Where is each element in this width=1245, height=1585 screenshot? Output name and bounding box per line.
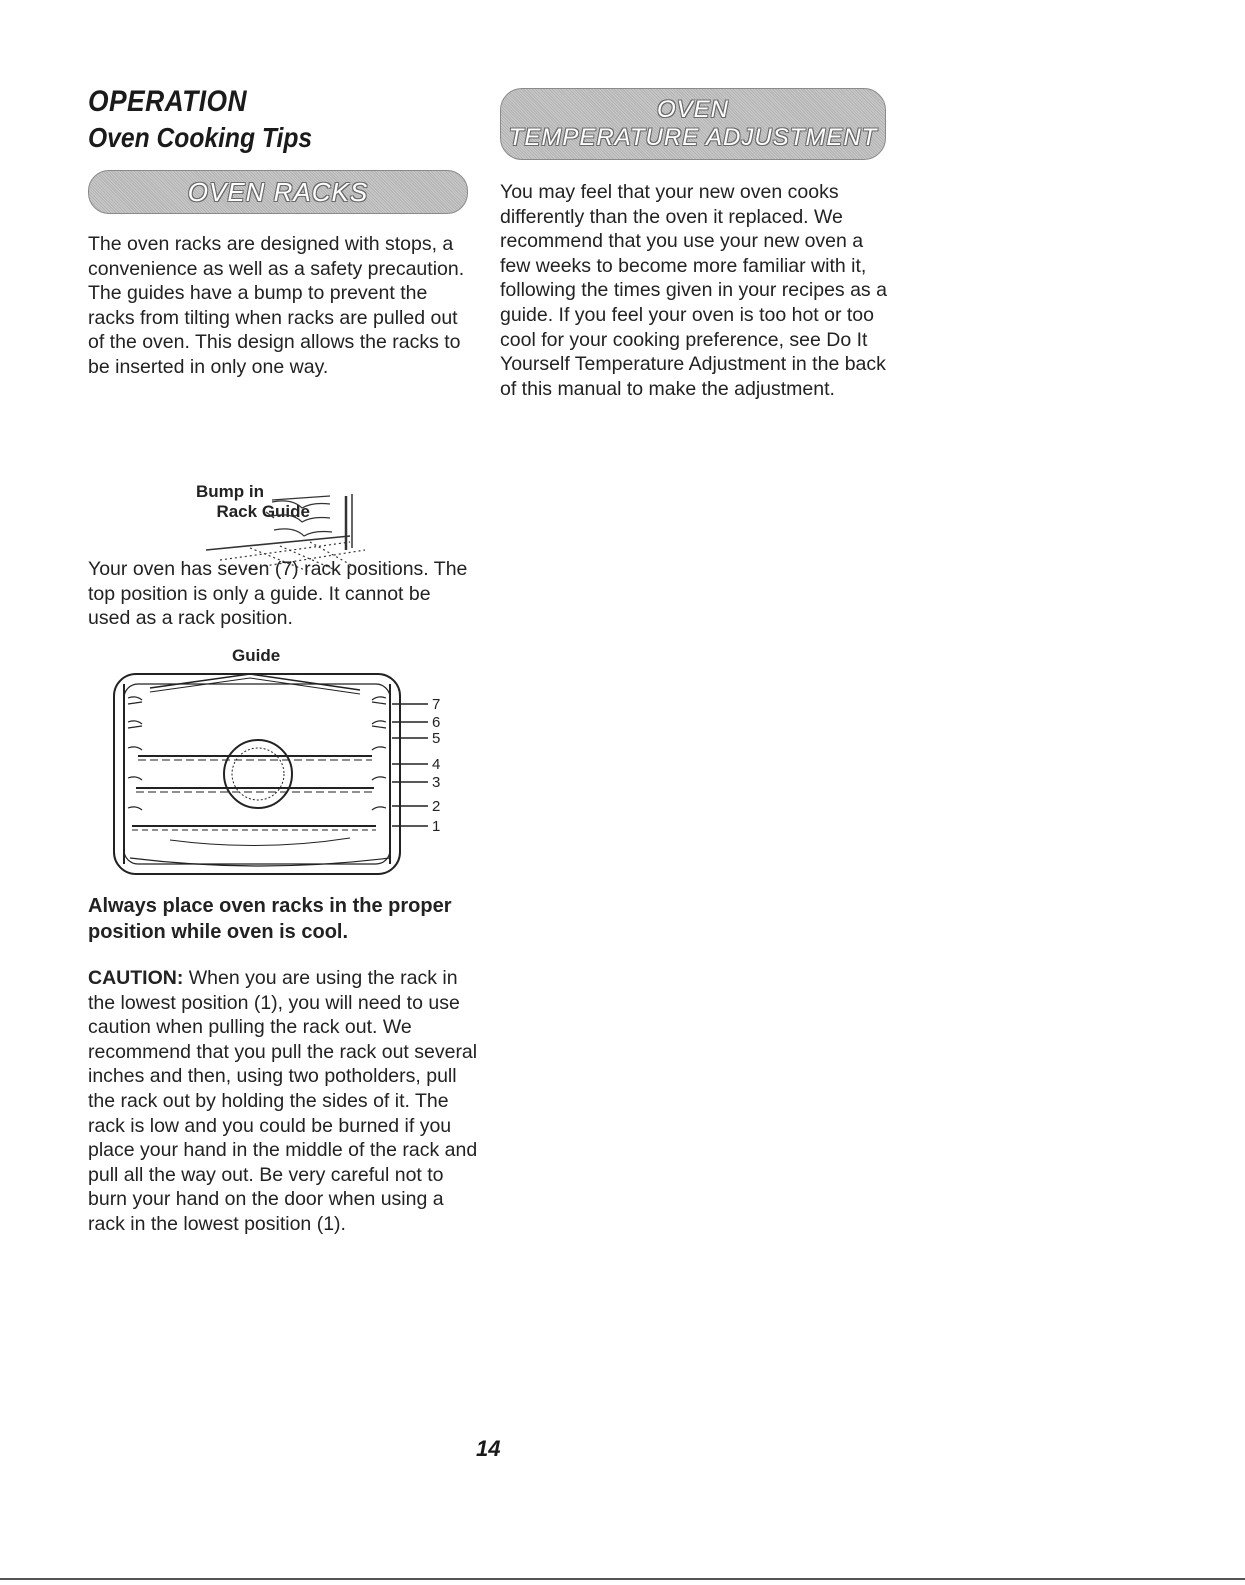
bump-label-line-2: Rack Guide bbox=[216, 502, 310, 521]
guide-label: Guide bbox=[232, 646, 281, 665]
caution-text: When you are using the rack in the lowest position (1), you will need to use caution when pulling the rack out. We recommend that you pull the rack out several inches and then, using two potholders, pull the rack out by holding the sides of it. The rack is low and you could be burned if you place your hand in the middle of the rack and pull all the way out. Be very careful not to burn your hand on the door when using a rack in the lowest position (1). bbox=[88, 967, 478, 1235]
temperature-adjustment-heading bbox=[500, 88, 886, 160]
rack-position-label: 3 bbox=[432, 774, 441, 791]
oven-racks-paragraph-1: The oven racks are designed with stops, a convenience as well as a safety precaution. The guides have a bump to prevent the racks from tilting when racks are pulled out of the oven. This design allows the racks to be inserted in only one way. bbox=[88, 233, 465, 378]
bump-label-line-1: Bump in bbox=[196, 482, 264, 501]
page-title: OPERATION bbox=[88, 85, 247, 118]
cool-placement-note: Always place oven racks in the proper position while oven is cool. bbox=[88, 895, 452, 943]
bottom-rule bbox=[0, 1578, 1245, 1580]
oven-racks-heading-text: OVEN RACKS bbox=[187, 176, 369, 207]
rack-position-label: 6 bbox=[432, 714, 441, 731]
caution-label: CAUTION: bbox=[88, 967, 184, 989]
page-subtitle: Oven Cooking Tips bbox=[88, 122, 313, 153]
rack-position-label: 4 bbox=[432, 756, 441, 773]
rack-position-label: 2 bbox=[432, 798, 441, 815]
temperature-heading-line-1: OVEN bbox=[656, 96, 729, 123]
rack-position-label: 7 bbox=[432, 696, 441, 713]
page-number: 14 bbox=[476, 1436, 501, 1461]
rack-position-label: 1 bbox=[432, 818, 441, 835]
caution-paragraph bbox=[88, 966, 478, 1237]
temperature-heading-line-2: TEMPERATURE ADJUSTMENT bbox=[508, 124, 878, 151]
rack-position-label: 5 bbox=[432, 730, 441, 747]
temperature-adjustment-paragraph: You may feel that your new oven cooks differently than the oven it replaced. We recommend that you use your new oven a few weeks to become more familiar with it, following the times given in your recipes as a guide. If you feel your oven is too hot or too cool for your cooking preference, see Do It Yourself Temperature Adjustment in the back of this manual to make the adjustment. bbox=[500, 181, 887, 400]
oven-rack-positions-illustration bbox=[110, 666, 450, 882]
oven-racks-heading bbox=[88, 170, 468, 214]
oven-racks-paragraph-2: Your oven has seven (7) rack positions. The top position is only a guide. It cannot be used as a rack position. bbox=[88, 558, 468, 630]
